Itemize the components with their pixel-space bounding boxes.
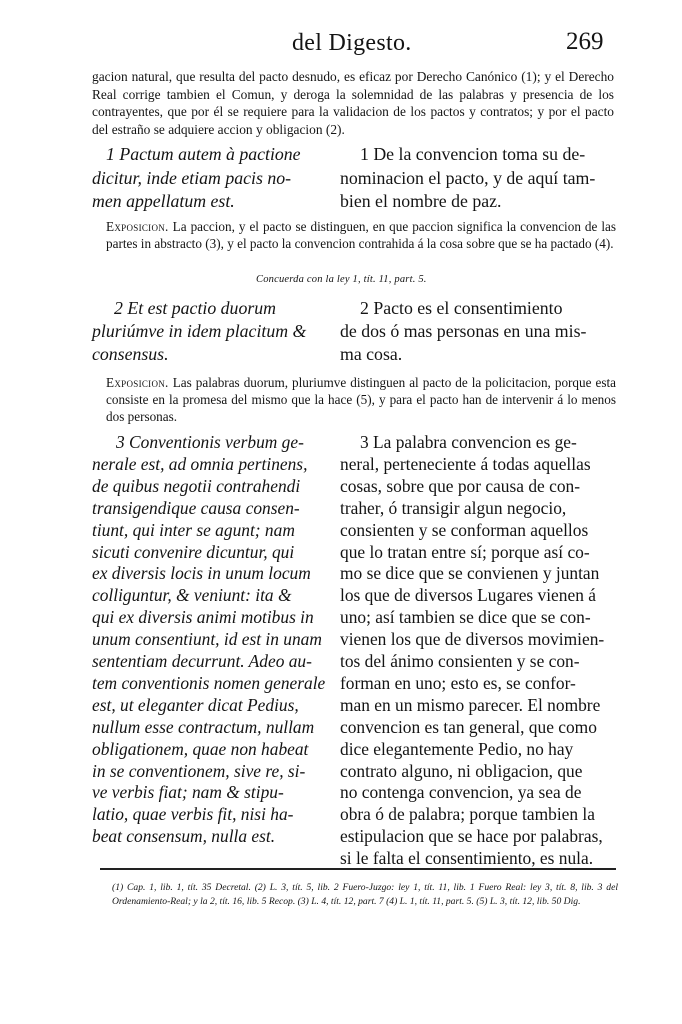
latin-line: sicuti convenire dicuntur, qui (92, 541, 295, 562)
spanish-line: mo se dice que se convienen y juntan (340, 563, 600, 584)
exposicion-label: Exposicion. (106, 375, 169, 390)
spanish-line: contrato alguno, ni obligacion, que (340, 760, 583, 781)
spanish-line: convencion es tan general, que como (340, 716, 597, 737)
spanish-line: forman en uno; esto es, se confor- (340, 672, 576, 693)
exposicion-1 (106, 218, 616, 252)
spanish-line: neral, perteneciente á todas aquellas (340, 453, 591, 474)
spanish-line: que lo tratan entre sí; porque así co- (340, 541, 590, 562)
exposicion-2 (106, 374, 616, 425)
spanish-line: 1 De la convencion toma su de- (360, 144, 586, 164)
latin-line: nerale est, ad omnia pertinens, (92, 453, 308, 474)
footnotes: (1) Cap. 1, lib. 1, tít. 35 Decretal. (2) L. 3, tít. 5, lib. 2 Fuero-Juzgo: ley 1, tít. 11, lib. 1 Fuero Real: ley 3, tít. 8, lib. 3 del Ordenamiento-Real; y la 2, tít. 16, lib. 5 Recop. (3) L. 4, tít. 12, part. 7 (4) L. 1, tít. 11, part. 5. (5) L. 3, tít. 12, lib. 50 Dig. (112, 882, 618, 907)
latin-line: 2 Et est pactio duorum (114, 298, 276, 318)
spanish-line: obra ó de palabra; porque tambien la (340, 804, 595, 825)
latin-line: in se conventionem, sive re, si- (92, 760, 306, 781)
latin-line: de quibus negotii contrahendi (92, 475, 301, 496)
latin-line: latio, quae verbis fit, nisi ha- (92, 804, 294, 825)
footnote-divider (100, 868, 616, 870)
latin-line: est, ut eleganter dicat Pedius, (92, 694, 299, 715)
running-header: del Digesto. (292, 30, 412, 56)
intro-paragraph: gacion natural, que resulta del pacto desnudo, es eficaz por Derecho Canónico (1); y el Derecho Real corrige tambien el Comun, y deroga la solemnidad de las palabras y presencia de los contrayentes, que por él se requiere para la validacion de los pactos y contratos; y por el pacto del estraño se adquiere accion y obligacion (2). (92, 69, 614, 137)
spanish-line: los que de diversos Lugares vienen á (340, 585, 596, 606)
latin-line: sententiam decurrunt. Adeo au- (92, 651, 312, 671)
exposicion-text: La paccion, y el pacto se distinguen, en que paccion significa la convencion de las partes in abstracto (3), y el pacto la convencion contrahida á la cosa sobre que se ha pactado (4). (106, 219, 616, 251)
spanish-line: no contenga convencion, ya sea de (340, 782, 582, 803)
latin-line: qui ex diversis animi motibus in (92, 607, 314, 628)
latin-line: obligationem, quae non habeat (92, 738, 309, 759)
latin-line: beat consensum, nulla est. (92, 826, 276, 847)
latin-line: nullum esse contractum, nullam (92, 716, 315, 737)
spanish-line: tos del ánimo consienten y se con- (340, 651, 580, 671)
latin-line: men appellatum est. (92, 191, 235, 211)
spanish-line: nominacion el pacto, y de aquí tam- (340, 168, 596, 188)
spanish-line: cosas, sobre que por causa de con- (340, 475, 580, 496)
spanish-line: si le falta el consentimiento, es nula. (340, 848, 594, 869)
spanish-line: estipulacion que se hace por palabras, (340, 826, 603, 847)
latin-line: 1 Pactum autem à pactione (106, 144, 301, 164)
spanish-line: consienten y se conforman aquellos (340, 519, 589, 540)
latin-line: dicitur, inde etiam pacis no- (92, 168, 292, 188)
spanish-line: uno; así tambien se dice que se con- (340, 607, 591, 628)
latin-line: colliguntur, & veniunt: ita & (92, 585, 292, 606)
latin-line: pluriúmve in idem placitum & (92, 321, 307, 341)
exposicion-text: Las palabras duorum, pluriumve distinguen al pacto de la policitacion, porque esta consiste en la promesa del mismo que la hace (5), y para el pacto han de intervenir á lo menos dos personas. (106, 375, 616, 424)
concordance-note: Concuerda con la ley 1, tít. 11, part. 5. (256, 274, 427, 285)
latin-line: transigendique causa consen- (92, 497, 300, 518)
exposicion-label: Exposicion. (106, 219, 169, 234)
latin-line: unum consentiunt, id est in unam (92, 629, 322, 650)
latin-line: ex diversis locis in unum locum (92, 563, 311, 584)
spanish-line: traher, ó transigir algun negocio, (340, 497, 567, 518)
spanish-line: dice elegantemente Pedio, no hay (340, 738, 574, 759)
spanish-line: bien el nombre de paz. (340, 191, 502, 211)
spanish-line: man en un mismo parecer. El nombre (340, 694, 601, 715)
spanish-line: 3 La palabra convencion es ge- (360, 432, 577, 452)
page-number: 269 (566, 28, 604, 55)
spanish-line: vienen los que de diversos movimien- (340, 629, 605, 650)
latin-line: 3 Conventionis verbum ge- (116, 432, 304, 452)
spanish-line: de dos ó mas personas en una mis- (340, 321, 587, 341)
latin-line: ve verbis fiat; nam & stipu- (92, 782, 284, 803)
spanish-line: 2 Pacto es el consentimiento (360, 298, 563, 318)
latin-line: consensus. (92, 344, 169, 364)
spanish-line: ma cosa. (340, 344, 403, 364)
latin-line: tiunt, qui inter se agunt; nam (92, 519, 295, 540)
latin-line: tem conventionis nomen generale (92, 672, 326, 693)
